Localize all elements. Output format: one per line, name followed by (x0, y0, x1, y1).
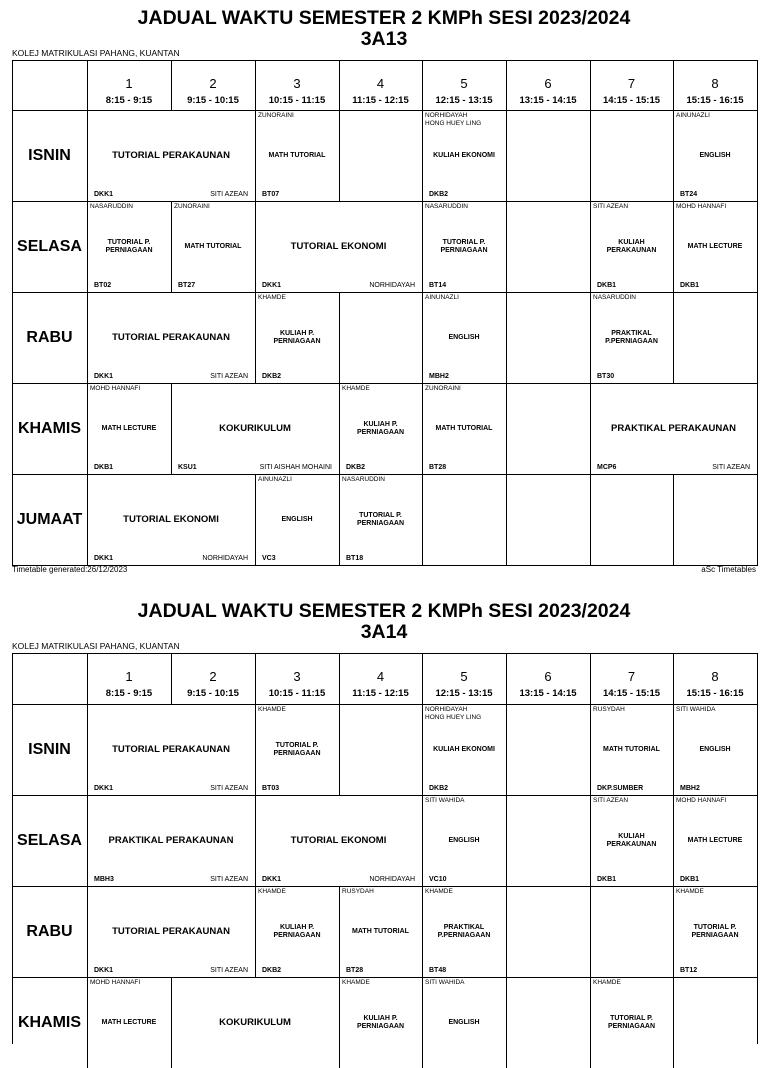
lesson-cell[interactable] (590, 795, 673, 886)
generated-date: Timetable generated:26/12/2023 (12, 565, 128, 574)
day-label-rabu: RABU (26, 922, 73, 940)
lesson-teacher: SITI AZEAN (210, 967, 248, 974)
lesson-room: DKK1 (262, 876, 282, 883)
lesson-subject: TUTORIAL PERAKAUNAN (112, 744, 230, 755)
lesson-cell[interactable] (339, 977, 422, 1068)
lesson-room: MBH2 (429, 373, 449, 380)
lesson-subject: TUTORIAL PERAKAUNAN (112, 150, 230, 161)
lesson-subject: KULIAH P. PERNIAGAAN (273, 923, 321, 939)
lesson-subject: TUTORIAL P. PERNIAGAAN (440, 238, 488, 254)
grid-line (506, 886, 507, 977)
period-time: 10:15 - 11:15 (268, 688, 326, 699)
period-number: 6 (544, 76, 552, 91)
lesson-subject: KULIAH P. PERNIAGAAN (356, 420, 405, 436)
lesson-cell[interactable] (255, 886, 339, 977)
title-line: JADUAL WAKTU SEMESTER 2 KMPh SESI 2023/2024 (137, 7, 631, 29)
period-time: 12:15 - 13:15 (435, 688, 493, 699)
lesson-room: DKB1 (597, 282, 617, 289)
lesson-teacher: MOHD HANNAFI (676, 203, 727, 210)
lesson-teacher: SITI AZEAN (210, 191, 248, 198)
lesson-teacher: SITI AZEAN (593, 203, 629, 210)
college-name: KOLEJ MATRIKULASI PAHANG, KUANTAN (12, 641, 180, 651)
lesson-subject: KULIAH PERAKAUNAN (606, 238, 657, 254)
lesson-room: BT07 (262, 191, 280, 198)
lesson-teacher: MOHD HANNAFI (676, 797, 727, 804)
lesson-room: DKK1 (94, 191, 114, 198)
lesson-room: DKB2 (262, 373, 282, 380)
period-number: 4 (376, 669, 385, 684)
lesson-room: VC3 (262, 555, 276, 562)
lesson-subject: TUTORIAL PERAKAUNAN (112, 926, 230, 937)
lesson-subject: PRAKTIKAL PERAKAUNAN (108, 835, 234, 846)
lesson-subject: ENGLISH (699, 151, 731, 159)
lesson-room: BT27 (178, 282, 196, 289)
lesson-subject: TUTORIAL P. PERNIAGAAN (273, 741, 321, 757)
lesson-room: MCP6 (597, 464, 617, 471)
lesson-room: DKB2 (429, 191, 449, 198)
software-credit: aSc Timetables (701, 565, 756, 574)
lesson-teacher: SITI AZEAN (210, 876, 248, 883)
lesson-subject: KULIAH EKONOMI (433, 745, 495, 753)
lesson-room: KSU1 (178, 464, 197, 471)
lesson-subject: ENGLISH (699, 745, 731, 753)
lesson-subject: MATH LECTURE (101, 1018, 157, 1026)
lesson-room: DKK1 (94, 555, 114, 562)
lesson-subject: MATH LECTURE (687, 836, 743, 844)
lesson-teacher: KHAMDE (258, 706, 286, 713)
lesson-cell[interactable] (87, 977, 171, 1068)
lesson-cell[interactable] (422, 795, 506, 886)
lesson-teacher: SITI AZEAN (210, 373, 248, 380)
lesson-room: BT30 (597, 373, 615, 380)
lesson-subject: TUTORIAL P. PERNIAGAAN (607, 1014, 656, 1030)
lesson-teacher: NASARUDDIN (90, 203, 133, 210)
period-time: 9:15 - 10:15 (187, 688, 239, 699)
lesson-subject: KULIAH PERAKAUNAN (606, 832, 657, 848)
lesson-room: BT28 (346, 967, 364, 974)
grid-line (590, 653, 591, 704)
lesson-room: DKB2 (262, 967, 282, 974)
lesson-subject: MATH TUTORIAL (184, 242, 242, 250)
period-number: 8 (711, 76, 719, 91)
period-time: 13:15 - 14:15 (519, 95, 577, 106)
period-number: 2 (209, 669, 217, 684)
lesson-teacher: KHAMDE (258, 294, 286, 301)
lesson-subject: KULIAH P. PERNIAGAAN (273, 329, 321, 345)
lesson-room: MBH3 (94, 876, 114, 883)
day-label-khamis: KHAMIS (17, 1013, 82, 1031)
lesson-cell[interactable] (87, 704, 255, 795)
lesson-subject: ENGLISH (448, 333, 480, 341)
period-time: 10:15 - 11:15 (268, 95, 326, 106)
grid-line (506, 704, 507, 795)
lesson-subject: PRAKTIKAL PERAKAUNAN (611, 423, 736, 434)
lesson-room: DKB1 (680, 876, 700, 883)
lesson-teacher: NORHIDAYAH HONG HUEY LING (425, 112, 482, 127)
lesson-cell[interactable] (422, 977, 506, 1068)
lesson-room: BT28 (429, 464, 447, 471)
lesson-teacher: ZUNORAINI (258, 112, 294, 119)
lesson-subject: ENGLISH (448, 1018, 480, 1026)
period-time: 11:15 - 12:15 (352, 688, 409, 699)
period-number: 5 (460, 76, 468, 91)
lesson-subject: TUTORIAL EKONOMI (123, 514, 219, 525)
period-number: 1 (125, 669, 133, 684)
lesson-cell[interactable] (87, 795, 255, 886)
lesson-teacher: RUSYDAH (593, 706, 625, 713)
period-number: 3 (293, 669, 301, 684)
lesson-subject: PRAKTIKAL P.PERNIAGAAN (437, 923, 491, 939)
lesson-cell[interactable] (171, 977, 339, 1068)
lesson-room: DKB1 (94, 464, 114, 471)
lesson-teacher: NASARUDDIN (425, 203, 468, 210)
lesson-cell[interactable] (255, 795, 422, 886)
lesson-room: DKK1 (94, 967, 114, 974)
lesson-subject: TUTORIAL P. PERNIAGAAN (691, 923, 739, 939)
lesson-teacher: KHAMDE (342, 979, 370, 986)
grid-line (506, 977, 507, 1068)
lesson-teacher: NASARUDDIN (593, 294, 636, 301)
lesson-room: VC10 (429, 876, 447, 883)
lesson-subject: MATH LECTURE (101, 424, 157, 432)
lesson-cell[interactable] (255, 704, 339, 795)
day-label-isnin: ISNIN (28, 146, 71, 164)
lesson-subject: MATH LECTURE (687, 242, 743, 250)
lesson-cell[interactable] (422, 704, 506, 795)
grid-line (673, 977, 674, 1068)
lesson-teacher: SITI WAHIDA (676, 706, 716, 713)
period-number: 8 (711, 669, 719, 684)
lesson-teacher: RUSYDAH (342, 888, 374, 895)
grid-line (506, 795, 507, 886)
period-time: 14:15 - 15:15 (602, 688, 661, 699)
lesson-room: BT18 (346, 555, 364, 562)
day-label-selasa: SELASA (17, 237, 82, 255)
grid-line (590, 886, 591, 977)
lesson-room: BT24 (680, 191, 698, 198)
lesson-cell[interactable] (590, 704, 673, 795)
lesson-teacher: SITI AZEAN (210, 785, 248, 792)
grid-line (255, 653, 256, 704)
lesson-teacher: NORHIDAYAH (369, 282, 415, 289)
lesson-teacher: KHAMDE (593, 979, 621, 986)
lesson-room: DKB1 (597, 876, 617, 883)
lesson-subject: MATH TUTORIAL (268, 151, 326, 159)
period-number: 7 (627, 76, 636, 91)
title-line: JADUAL WAKTU SEMESTER 2 KMPh SESI 2023/2024 (137, 600, 631, 622)
period-time: 8:15 - 9:15 (105, 95, 153, 106)
period-number: 2 (209, 76, 217, 91)
lesson-subject: KOKURIKULUM (219, 1017, 291, 1028)
lesson-cell[interactable] (422, 886, 506, 977)
lesson-subject: TUTORIAL EKONOMI (290, 835, 387, 846)
lesson-subject: MATH TUTORIAL (352, 927, 409, 935)
day-label-khamis: KHAMIS (17, 419, 82, 437)
grid-line (339, 704, 340, 795)
period-number: 5 (460, 669, 468, 684)
lesson-teacher: ZUNORAINI (425, 385, 461, 392)
lesson-subject: MATH TUTORIAL (603, 745, 660, 753)
lesson-teacher: AINUNAZLI (258, 476, 292, 483)
lesson-room: BT14 (429, 282, 447, 289)
period-number: 6 (544, 669, 552, 684)
lesson-teacher: SITI AISHAH MOHAINI (259, 464, 332, 471)
lesson-cell[interactable] (339, 886, 422, 977)
lesson-teacher: AINUNAZLI (676, 112, 710, 119)
lesson-subject: PRAKTIKAL P.PERNIAGAAN (605, 329, 658, 345)
lesson-subject: TUTORIAL P. PERNIAGAAN (105, 238, 153, 254)
grid-line (757, 653, 758, 1044)
lesson-teacher: NORHIDAYAH HONG HUEY LING (425, 706, 482, 721)
lesson-teacher: ZUNORAINI (174, 203, 210, 210)
lesson-cell[interactable] (673, 704, 757, 795)
lesson-teacher: NORHIDAYAH (202, 555, 248, 562)
lesson-room: DKB2 (346, 464, 366, 471)
lesson-subject: ENGLISH (448, 836, 480, 844)
lesson-teacher: NORHIDAYAH (369, 876, 415, 883)
college-name: KOLEJ MATRIKULASI PAHANG, KUANTAN (12, 48, 180, 58)
lesson-subject: ENGLISH (281, 515, 313, 523)
period-time: 13:15 - 14:15 (519, 688, 577, 699)
lesson-teacher: MOHD HANNAFI (90, 979, 141, 986)
period-number: 4 (376, 76, 385, 91)
lesson-teacher: SITI AZEAN (712, 464, 750, 471)
lesson-teacher: SITI WAHIDA (425, 797, 465, 804)
lesson-room: DKK1 (262, 282, 282, 289)
period-time: 9:15 - 10:15 (187, 95, 239, 106)
grid-line (12, 653, 758, 654)
lesson-teacher: KHAMDE (676, 888, 704, 895)
lesson-room: DKK1 (94, 373, 114, 380)
lesson-subject: KULIAH EKONOMI (433, 151, 495, 159)
day-label-selasa: SELASA (17, 831, 82, 849)
lesson-teacher: MOHD HANNAFI (90, 385, 141, 392)
lesson-cell[interactable] (87, 886, 255, 977)
period-number: 7 (627, 669, 636, 684)
grid-line (673, 653, 674, 704)
lesson-cell[interactable] (673, 795, 757, 886)
class-name: 3A14 (360, 621, 408, 643)
grid-line (339, 653, 340, 704)
lesson-cell[interactable] (590, 977, 673, 1068)
day-label-jumaat: JUMAAT (16, 510, 83, 528)
lesson-room: DKK1 (94, 785, 114, 792)
period-number: 1 (125, 76, 133, 91)
lesson-room: MBH2 (680, 785, 700, 792)
lesson-room: DKB1 (680, 282, 700, 289)
grid-line (171, 653, 172, 704)
period-time: 8:15 - 9:15 (105, 688, 153, 699)
lesson-teacher: KHAMDE (342, 385, 370, 392)
lesson-room: DKP.SUMBER (597, 785, 644, 792)
lesson-subject: TUTORIAL EKONOMI (290, 241, 387, 252)
lesson-teacher: NASARUDDIN (342, 476, 385, 483)
day-label-rabu: RABU (26, 328, 73, 346)
grid-line (87, 653, 88, 704)
period-time: 15:15 - 16:15 (686, 688, 744, 699)
class-name: 3A13 (360, 28, 408, 50)
lesson-room: BT02 (94, 282, 112, 289)
period-number: 3 (293, 76, 301, 91)
lesson-teacher: SITI AZEAN (593, 797, 629, 804)
lesson-teacher: SITI WAHIDA (425, 979, 465, 986)
grid-line (422, 653, 423, 704)
period-time: 11:15 - 12:15 (352, 95, 409, 106)
grid-line (506, 653, 507, 704)
lesson-room: BT48 (429, 967, 447, 974)
lesson-subject: TUTORIAL PERAKAUNAN (112, 332, 230, 343)
lesson-subject: KOKURIKULUM (219, 423, 291, 434)
period-time: 15:15 - 16:15 (686, 95, 744, 106)
lesson-room: BT12 (680, 967, 698, 974)
day-label-isnin: ISNIN (28, 740, 71, 758)
lesson-room: BT03 (262, 785, 280, 792)
lesson-subject: KULIAH P. PERNIAGAAN (356, 1014, 405, 1030)
period-time: 14:15 - 15:15 (602, 95, 661, 106)
lesson-subject: TUTORIAL P. PERNIAGAAN (356, 511, 405, 527)
lesson-teacher: KHAMDE (258, 888, 286, 895)
lesson-cell[interactable] (673, 886, 757, 977)
timetable-title (0, 601, 768, 643)
lesson-room: DKB2 (429, 785, 449, 792)
period-time: 12:15 - 13:15 (435, 95, 493, 106)
lesson-subject: MATH TUTORIAL (435, 424, 493, 432)
lesson-teacher: KHAMDE (425, 888, 453, 895)
lesson-teacher: AINUNAZLI (425, 294, 459, 301)
